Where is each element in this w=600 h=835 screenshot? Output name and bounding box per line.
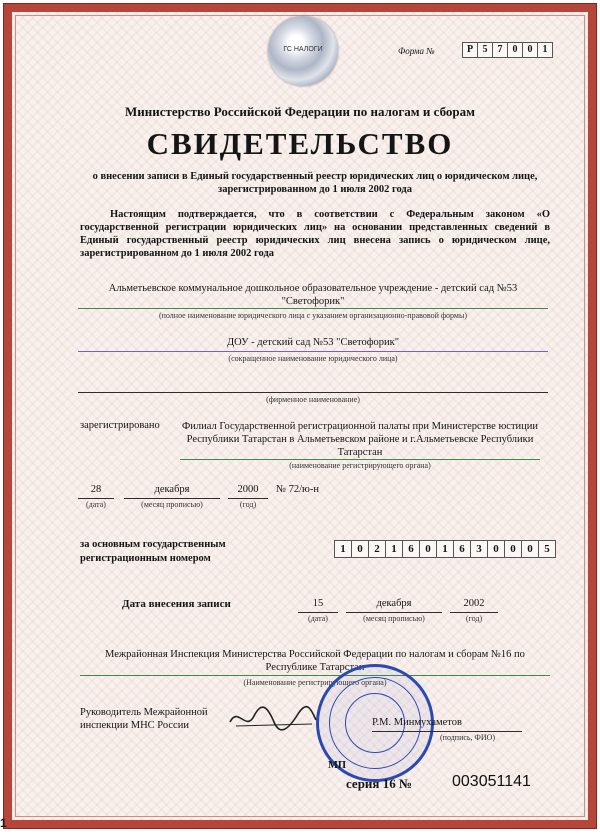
registration-year: 2000 — [237, 484, 259, 495]
ogrn-digit: 0 — [419, 540, 437, 558]
full-name-caption: (полное наименование юридического лица с указанием организационно-правовой формы) — [158, 311, 468, 320]
entry-year-caption: (год) — [465, 614, 483, 623]
form-code-box: 0 — [507, 42, 523, 58]
form-label: Форма № — [398, 46, 435, 56]
form-code-box: 1 — [537, 42, 553, 58]
registration-month: декабря — [154, 484, 190, 495]
entry-date-label: Дата внесения записи — [122, 598, 231, 610]
reg-month-caption: (месяц прописью) — [141, 500, 203, 509]
page-corner-number: 1 — [0, 816, 7, 830]
inspection-name: Межрайонная Инспекция Министерства Российской Федерации по налогам и сборам №16 по Республике Татарстан — [105, 649, 525, 673]
ogrn-digit: 5 — [538, 540, 556, 558]
inspection-rule — [80, 675, 550, 676]
entry-day-caption: (дата) — [308, 614, 328, 623]
head-title: Руководитель Межрайонной инспекции МНС России — [80, 707, 208, 731]
registration-day: 28 — [90, 484, 102, 495]
signature — [228, 702, 318, 734]
ogrn-digit: 3 — [470, 540, 488, 558]
mp-label: МП — [328, 760, 347, 771]
reg-year-rule — [228, 498, 268, 499]
hologram-seal — [268, 16, 338, 86]
head-name: Р.М. Минмухаметов — [372, 717, 462, 728]
ogrn-digit: 1 — [436, 540, 454, 558]
document-subtitle: о внесении записи в Единый государственный реестр юридических лиц о юридическом лице, зарегистрированном до 1 июля 2002 года — [92, 171, 538, 195]
entry-month-caption: (месяц прописью) — [363, 614, 425, 623]
ogrn-digit: 6 — [453, 540, 471, 558]
confirmation-text: Настоящим подтверждается, что в соответствии с Федеральным законом «О государственной регистрации юридических лиц» на основании представленных сведений в Единый государственный реестр юридических лиц внесена запись о юридическом лице, зарегистрированном до 1 июля 2002 года — [80, 209, 550, 259]
full-name-rule — [78, 308, 548, 309]
reg-month-rule — [124, 498, 220, 499]
ogrn-label: за основным государственным регистрационным номером — [80, 539, 226, 564]
entity-short-name: ДОУ - детский сад №53 "Светофорик" — [226, 337, 400, 348]
form-code-box: 7 — [492, 42, 508, 58]
ogrn-digit: 0 — [351, 540, 369, 558]
short-name-rule — [78, 351, 548, 352]
head-rule — [372, 731, 522, 732]
ministry-name: Министерство Российской Федерации по налогам и сборам — [125, 104, 475, 119]
entry-year: 2002 — [463, 598, 485, 609]
ogrn-digit: 1 — [385, 540, 403, 558]
form-code-box: 5 — [477, 42, 493, 58]
short-name-caption: (сокращенное наименование юридического лица) — [228, 354, 398, 363]
ogrn-digit: 0 — [487, 540, 505, 558]
entry-month-rule — [346, 612, 442, 613]
entry-month: декабря — [376, 598, 412, 609]
authority-rule — [180, 459, 540, 460]
ogrn-digit: 0 — [521, 540, 539, 558]
inspection-caption: (Наименование регистрирующего органа) — [243, 678, 387, 687]
reg-year-caption: (год) — [239, 500, 257, 509]
authority-caption: (наименование регистрирующего органа) — [289, 461, 431, 470]
entity-full-name: Альметьевское коммунальное дошкольное образовательное учреждение - детский сад №53 "Светофорик" — [108, 283, 518, 307]
series-label: серия 16 № — [346, 776, 413, 791]
reg-day-rule — [78, 498, 114, 499]
form-code-box: 0 — [522, 42, 538, 58]
hologram-text: ГС НАЛОГИ — [283, 46, 323, 53]
serial-number: 003051141 — [452, 773, 531, 790]
firm-name-caption: (фирменное наименование) — [266, 395, 360, 404]
registration-number: № 72/ю-н — [276, 484, 320, 495]
entry-year-rule — [450, 612, 498, 613]
ogrn-boxes — [334, 540, 555, 558]
reg-day-caption: (дата) — [86, 500, 106, 509]
registered-label: зарегистрировано — [80, 420, 160, 431]
entry-day: 15 — [312, 598, 324, 609]
document-title: СВИДЕТЕЛЬСТВО — [146, 126, 454, 161]
head-caption: (подпись, ФИО) — [440, 733, 496, 742]
ogrn-digit: 6 — [402, 540, 420, 558]
ogrn-digit: 1 — [334, 540, 352, 558]
ogrn-digit: 2 — [368, 540, 386, 558]
firm-name-rule — [78, 392, 548, 393]
entry-day-rule — [298, 612, 338, 613]
form-code-box: Р — [462, 42, 478, 58]
ogrn-digit: 0 — [504, 540, 522, 558]
registration-authority: Филиал Государственной регистрационной палаты при Министерстве юстиции Республики Татарстан в Альметьевском районе и г.Альметьевске Республики Татарстан — [181, 421, 539, 458]
form-code — [462, 42, 552, 58]
